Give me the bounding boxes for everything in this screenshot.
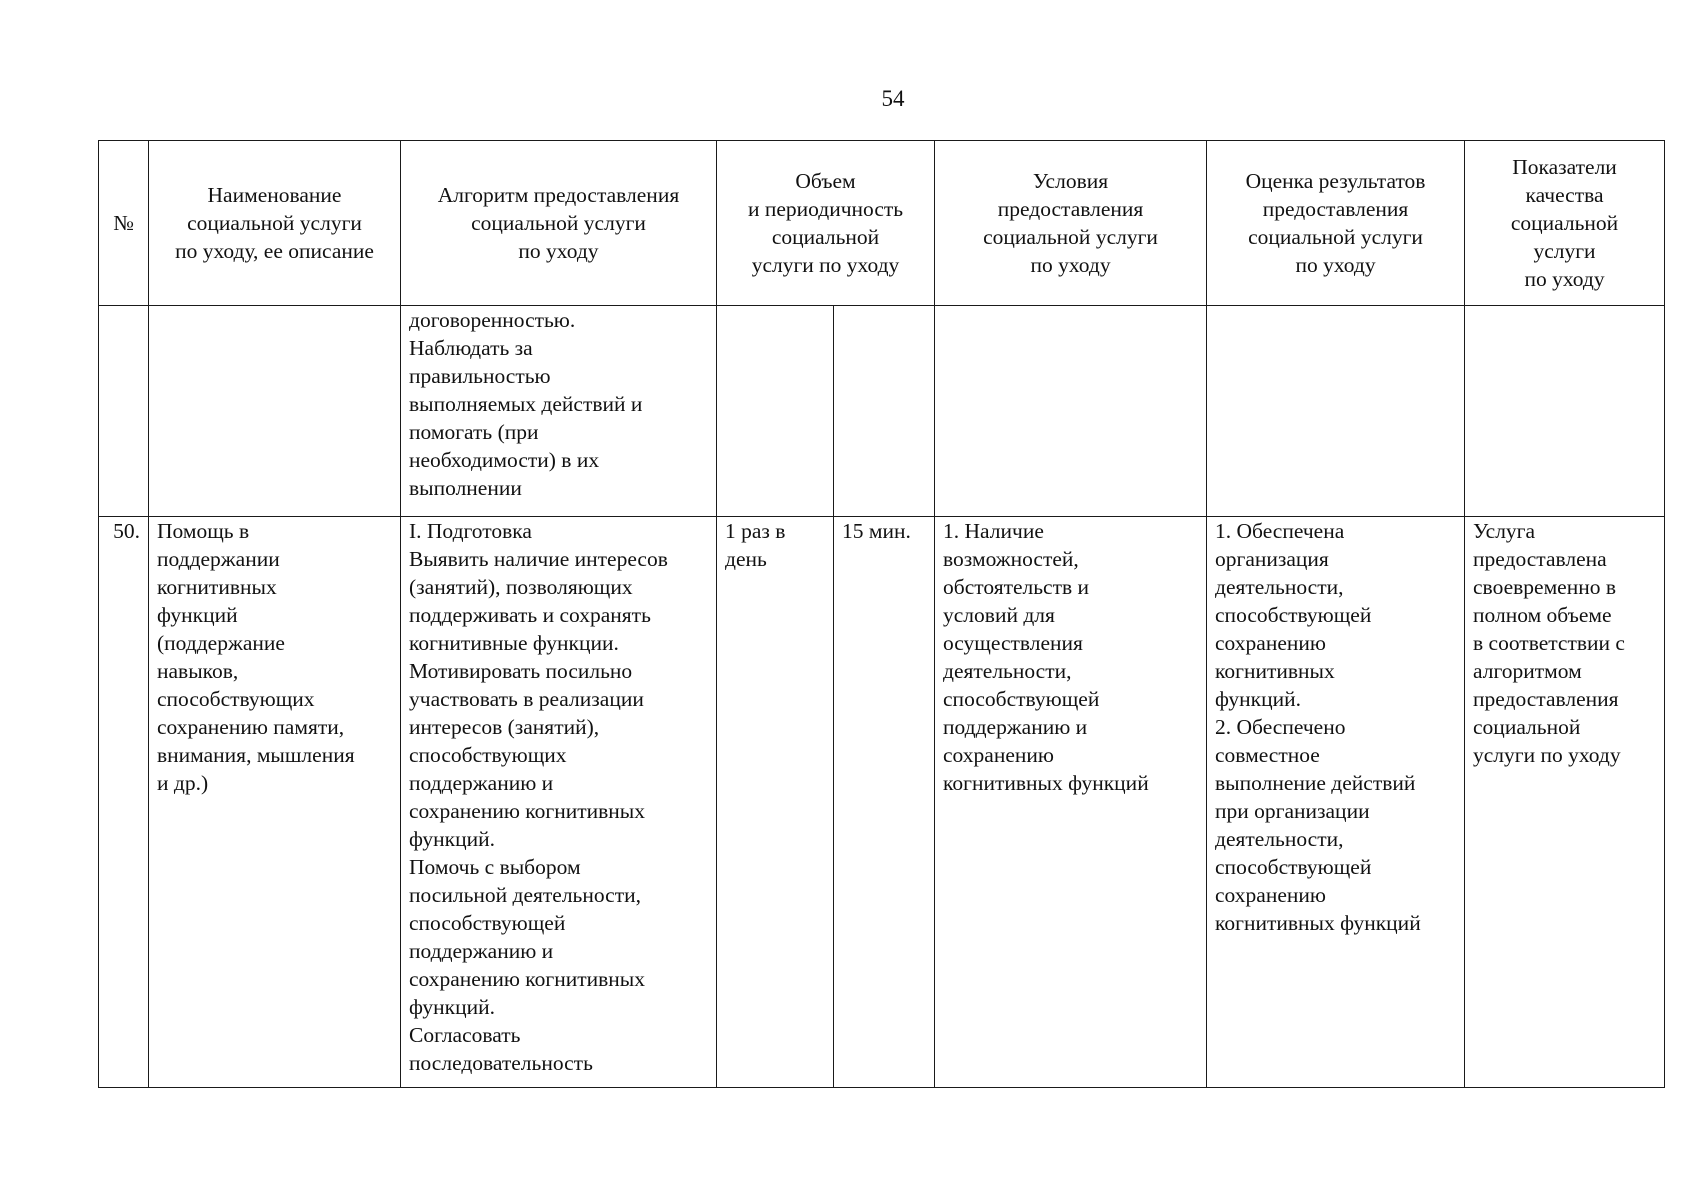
header-line: предоставления <box>1262 197 1409 221</box>
text-line: поддержании <box>157 547 280 571</box>
text-line: функций. <box>409 827 495 851</box>
text-line: поддержанию и <box>409 771 554 795</box>
cell-num <box>99 306 149 517</box>
header-line: Оценка результатов <box>1245 169 1426 193</box>
header-line: Условия <box>1032 169 1109 193</box>
text-line: 15 мин. <box>842 519 911 543</box>
text-line: способствующей <box>1215 855 1372 879</box>
header-line: социальной услуги <box>187 211 362 235</box>
cell-evaluation <box>1207 306 1465 517</box>
text-line: деятельности, <box>1215 575 1344 599</box>
cell-num: 50. <box>99 517 149 1088</box>
header-line: по уходу <box>1295 253 1376 277</box>
header-line: социальной <box>1510 211 1619 235</box>
header-line: Наименование <box>207 183 342 207</box>
text-line: Согласовать <box>409 1023 521 1047</box>
cell-frequency <box>717 306 834 517</box>
text-line: 1 раз в <box>725 519 786 543</box>
text-line: сохранению памяти, <box>157 715 345 739</box>
text-line: сохранению <box>1215 883 1326 907</box>
text-line: функций. <box>409 995 495 1019</box>
text-line: сохранению <box>943 743 1054 767</box>
text-line: день <box>725 547 767 571</box>
text-line: услуги по уходу <box>1473 743 1621 767</box>
text-line: сохранению когнитивных <box>409 967 645 991</box>
header-name <box>149 141 401 306</box>
text-line: 1. Наличие <box>943 519 1044 543</box>
text-line: выполнении <box>409 476 522 500</box>
text-line: 2. Обеспечено <box>1215 715 1346 739</box>
text-line: интересов (занятий), <box>409 715 600 739</box>
cell-evaluation <box>1207 517 1465 1088</box>
text-line: (поддержание <box>157 631 285 655</box>
text-line: способствующих <box>409 743 567 767</box>
text-line: предоставлена <box>1473 547 1607 571</box>
text-line: правильностью <box>409 364 551 388</box>
services-table <box>98 140 1665 1088</box>
text-line: деятельности, <box>943 659 1072 683</box>
header-num: № <box>99 141 149 306</box>
header-volume <box>717 141 935 306</box>
text-line: выполнение действий <box>1215 771 1416 795</box>
text-line: Услуга <box>1473 519 1536 543</box>
text-line: когнитивных функций <box>943 771 1149 795</box>
text-line: организация <box>1215 547 1329 571</box>
text-line: I. Подготовка <box>409 519 532 543</box>
text-line: обстоятельств и <box>943 575 1090 599</box>
text-line: в соответствии с <box>1473 631 1625 655</box>
text-line: последовательность <box>409 1051 593 1075</box>
text-line: навыков, <box>157 659 239 683</box>
header-evaluation <box>1207 141 1465 306</box>
text-line: поддержанию и <box>409 939 554 963</box>
header-line: социальной услуги <box>1248 225 1423 249</box>
text-line: Мотивировать посильно <box>409 659 633 683</box>
header-line: Объем <box>795 169 856 193</box>
header-line: Алгоритм предоставления <box>437 183 680 207</box>
text-line: своевременно в <box>1473 575 1616 599</box>
header-line: по уходу <box>1030 253 1111 277</box>
text-line: помогать (при <box>409 420 539 444</box>
text-line: функций <box>157 603 238 627</box>
header-line: по уходу <box>518 239 599 263</box>
continuation-row <box>99 306 1665 517</box>
header-line: социальной услуги <box>983 225 1158 249</box>
text-line: сохранению когнитивных <box>409 799 645 823</box>
text-line: когнитивных <box>1215 659 1335 683</box>
cell-name <box>149 517 401 1088</box>
header-line: социальной <box>771 225 880 249</box>
header-line: социальной услуги <box>471 211 646 235</box>
header-line: услуги по уходу <box>751 253 900 277</box>
cell-algorithm <box>401 517 717 1088</box>
cell-duration <box>834 306 935 517</box>
cell-algorithm <box>401 306 717 517</box>
text-line: способствующей <box>1215 603 1372 627</box>
text-line: способствующей <box>943 687 1100 711</box>
text-line: осуществления <box>943 631 1083 655</box>
cell-conditions <box>935 306 1207 517</box>
text-line: полном объеме <box>1473 603 1612 627</box>
text-line: когнитивных функций <box>1215 911 1421 935</box>
text-line: (занятий), позволяющих <box>409 575 633 599</box>
cell-duration <box>834 517 935 1088</box>
text-line: алгоритмом <box>1473 659 1582 683</box>
text-line: поддерживать и сохранять <box>409 603 651 627</box>
text-line: поддержанию и <box>943 715 1088 739</box>
page-number: 54 <box>881 86 905 111</box>
text-line: при организации <box>1215 799 1370 823</box>
text-line: предоставления <box>1473 687 1619 711</box>
header-line: Показатели <box>1512 155 1617 179</box>
text-line: условий для <box>943 603 1055 627</box>
text-line: участвовать в реализации <box>409 687 644 711</box>
header-line: качества <box>1525 183 1604 207</box>
text-line: и др.) <box>157 771 209 795</box>
text-line: договоренностью. <box>409 308 576 332</box>
text-line: Помочь с выбором <box>409 855 581 879</box>
text-line: посильной деятельности, <box>409 883 641 907</box>
header-line: услуги <box>1533 239 1596 263</box>
text-line: Наблюдать за <box>409 336 533 360</box>
text-line: функций. <box>1215 687 1302 711</box>
header-quality <box>1465 141 1665 306</box>
header-line: и периодичность <box>747 197 904 221</box>
service-row-50 <box>99 517 1665 1088</box>
cell-conditions <box>935 517 1207 1088</box>
text-line: Помощь в <box>157 519 250 543</box>
text-line: совместное <box>1215 743 1320 767</box>
text-line: способствующей <box>409 911 566 935</box>
header-algorithm <box>401 141 717 306</box>
header-line: по уходу, ее описание <box>175 239 374 263</box>
text-line: деятельности, <box>1215 827 1344 851</box>
text-line: сохранению <box>1215 631 1326 655</box>
text-line: возможностей, <box>943 547 1079 571</box>
text-line: необходимости) в их <box>409 448 600 472</box>
text-line: когнитивных <box>157 575 277 599</box>
text-line: Выявить наличие интересов <box>409 547 668 571</box>
text-line: внимания, мышления <box>157 743 355 767</box>
cell-name <box>149 306 401 517</box>
cell-quality <box>1465 306 1665 517</box>
header-conditions <box>935 141 1207 306</box>
header-line: по уходу <box>1524 267 1605 291</box>
header-line: предоставления <box>997 197 1144 221</box>
cell-frequency <box>717 517 834 1088</box>
header-row <box>99 141 1665 306</box>
text-line: способствующих <box>157 687 315 711</box>
text-line: когнитивные функции. <box>409 631 619 655</box>
cell-quality <box>1465 517 1665 1088</box>
text-line: выполняемых действий и <box>409 392 643 416</box>
text-line: 1. Обеспечена <box>1215 519 1345 543</box>
text-line: социальной <box>1473 715 1581 739</box>
